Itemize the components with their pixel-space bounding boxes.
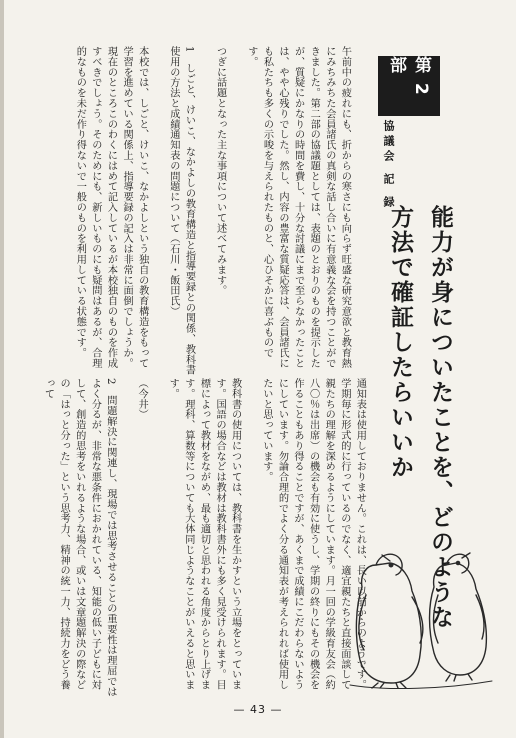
- page-title: 能力が身についたことを、どのような 方法で確証したらいいか: [387, 205, 453, 630]
- paragraph: 通知表は使用しておりません。これは、長い以前からのようです。学期毎に形式的に行っているのでなく、適宜親たちと直接面談して親たちの理解を深めるようにしています。月一回の学級育友会（約八〇％は出席）の機会も有効に使うし、学期の終りにもその機会を作ることもあり得ることですが、あくまで成績にこだわらないようにしています。勿論合理的でよく分る通知表が考えられれば使用したいと思っています。: [260, 378, 366, 690]
- upper-left-text: [38, 46, 368, 376]
- paragraph: 1 しごと、けいこ、なかよしの教育構造と指導要録との関係、教科書使用の方法と成績通知表の問題について（石川・飯田氏）: [167, 46, 195, 376]
- page-number: — 43 —: [233, 703, 283, 716]
- page-edge: [0, 0, 4, 738]
- penguin-body: [356, 563, 421, 683]
- paragraph: 本校では、しごと、けいこ、なかよしという独自の教育構造をもって学習を進めている関係上、指導要録の記入は非常に面倒でしょうか。現在のところこのわくにはめて記入しているが本校独自のものを作成すべきでしょう。そのためにも、新しいものにも疑問はあるが、合理的なものを未だ作り得ないで一般のものを利用している状態です。: [74, 46, 148, 369]
- paragraph: 午前中の疲れにも、折からの寒さにも向らず旺盛な研究意欲と教育熱にみちみちた会員諸氏の真剣な話し合いに有意義な会を持つことができました。第二部の協議題としては、表題のとおりのものを提示したが、質疑にかなりの時間を費し、十分な討議にまで至らなかったことは、やや心残りでした。然し、内容の豊富な質疑応答は、会員諸氏にも私たちも多くの示唆を与えられたものと、心ひそかに喜ぶものです。: [245, 46, 351, 369]
- small-penguin-body: [430, 563, 487, 675]
- paragraph: 2 問題解決に関連し、現場では思考させることの重要性は理屈ではよく分るが、非常な悪条件におかれている、知能の低い子どもに対して、創造的思考をいれるような場合、或いは文章題解決の際などの「はっと分った」という思考力、精神の統一力、持続力をどう養って: [42, 378, 116, 697]
- part-subtitle: 協議会 記 録: [382, 120, 395, 211]
- part-header: 第 2 部: [378, 56, 440, 116]
- penguin-illustration: [346, 525, 496, 690]
- paragraph: つぎに話題となった主な事項について述べてみます。: [214, 46, 226, 296]
- paragraph: 教科書の使用については、教科書を生かすという立場をとっていま す。国語の場合などは教材は教科書外にも多く見受けられます。目標によって教材をながめ、最も適切と思われる角度からとり上げます。理科、算数等についても大体同じようなことがいえると思います。: [167, 378, 241, 690]
- lower-text: [38, 378, 383, 698]
- paragraph: （今井）: [136, 378, 148, 420]
